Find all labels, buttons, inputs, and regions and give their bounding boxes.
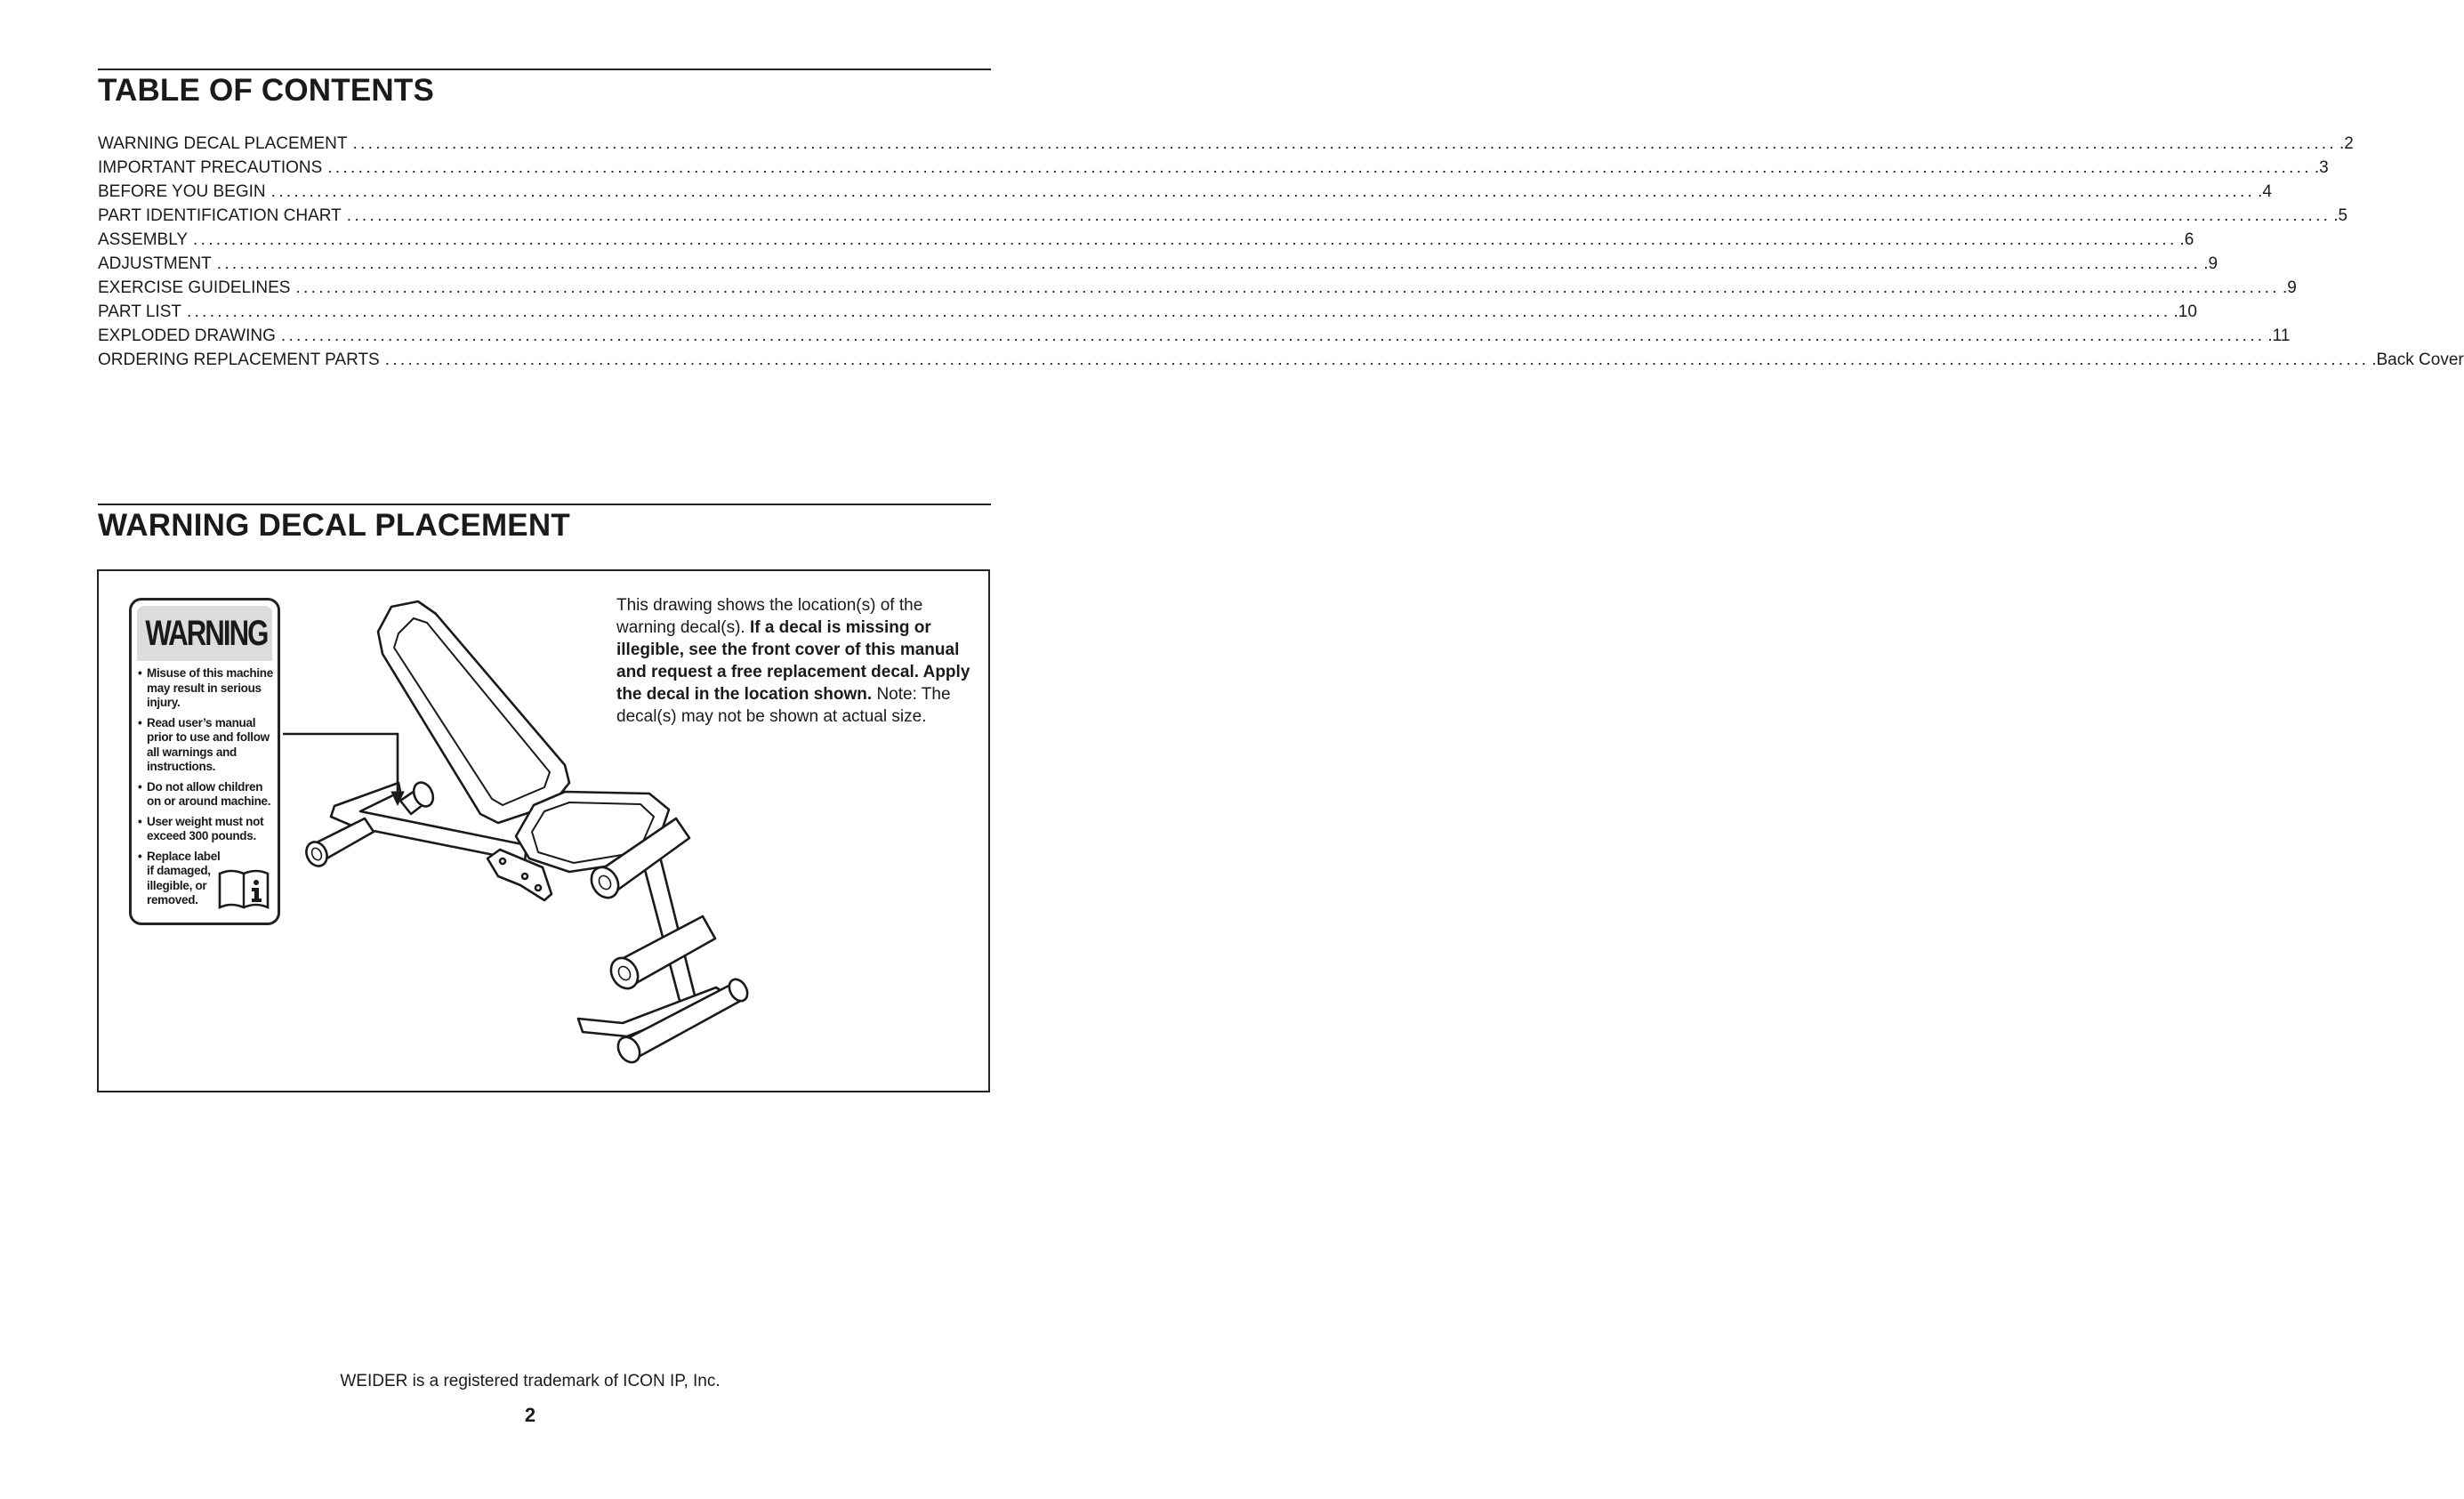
toc-entry-page: .9 (2282, 278, 2297, 297)
warning-decal (129, 598, 280, 925)
toc-leader-dots: .................................................................................................................................................................................................................................................................... (186, 302, 2171, 321)
toc-entry-page: .9 (2203, 254, 2218, 273)
toc-entry-page: .5 (2333, 206, 2348, 225)
warning-decal-item: • Do not allow children on or around machine. (138, 780, 275, 810)
toc-leader-dots: .................................................................................................................................................................................................................................................................... (346, 206, 2331, 225)
decal-section-heading: WARNING DECAL PLACEMENT (98, 508, 570, 543)
toc-entry-title: PART LIST (98, 302, 181, 321)
toc-entry-title: IMPORTANT PRECAUTIONS (98, 158, 323, 177)
toc-entry-title: BEFORE YOU BEGIN (98, 182, 266, 201)
warning-decal-item: • Misuse of this machine may result in serious injury. (138, 666, 275, 711)
toc-leader-dots: .................................................................................................................................................................................................................................................................... (193, 230, 2178, 249)
decal-leader-line (283, 734, 398, 794)
toc-leader-dots: .................................................................................................................................................................................................................................................................... (352, 134, 2337, 153)
toc-entry-page: .10 (2173, 302, 2197, 321)
toc-entry-page: .Back Cover (2371, 351, 2464, 369)
toc-entry-title: PART IDENTIFICATION CHART (98, 206, 342, 225)
toc-leader-dots: .................................................................................................................................................................................................................................................................... (327, 158, 2312, 177)
read-manual-book-icon (217, 868, 270, 911)
trademark-footer: WEIDER is a registered trademark of ICON IP, Inc. (340, 1372, 721, 1390)
toc-leader-dots: .................................................................................................................................................................................................................................................................... (384, 351, 2370, 369)
decal-note (616, 594, 972, 728)
toc-entry-title: WARNING DECAL PLACEMENT (98, 134, 348, 153)
warning-decal-header (137, 606, 272, 661)
toc-entry-title: ASSEMBLY (98, 230, 189, 249)
toc-entry-page: .4 (2258, 182, 2272, 201)
toc-entry-title: ADJUSTMENT (98, 254, 212, 273)
page-number: 2 (524, 1404, 536, 1426)
toc-leader-dots: .................................................................................................................................................................................................................................................................... (295, 278, 2280, 297)
toc-entry-page: .2 (2339, 134, 2354, 153)
toc-entry-page: .11 (2267, 326, 2291, 345)
warning-decal-item: • Read user’s manual prior to use and follow all warnings and instructions. (138, 716, 275, 775)
toc-leader-dots: .................................................................................................................................................................................................................................................................... (216, 254, 2202, 273)
toc-leader-dots: .................................................................................................................................................................................................................................................................... (280, 326, 2266, 345)
toc-entry-title: EXPLODED DRAWING (98, 326, 276, 345)
warning-decal-title: WARNING (145, 613, 268, 653)
warning-decal-item: • Replace label if damaged, illegible, or removed. (138, 850, 225, 908)
decal-note-tail: Note: The decal(s) may not be shown at actual size. (616, 685, 951, 726)
toc-entry-title: EXERCISE GUIDELINES (98, 278, 291, 297)
decal-note-bold: If a decal is missing or illegible, see the front cover of this manual and request a free replacement decal. Apply the decal in the location shown. (616, 618, 970, 704)
toc-leader-dots: .................................................................................................................................................................................................................................................................... (270, 182, 2256, 201)
decal-note-lead: This drawing shows the location(s) of the warning decal(s). (616, 596, 923, 637)
toc-entry-page: .6 (2179, 230, 2194, 249)
toc-entry-page: .3 (2314, 158, 2329, 177)
toc-entry-title: ORDERING REPLACEMENT PARTS (98, 351, 380, 369)
warning-decal-item: • User weight must not exceed 300 pounds. (138, 815, 275, 844)
toc-heading: TABLE OF CONTENTS (98, 73, 435, 108)
